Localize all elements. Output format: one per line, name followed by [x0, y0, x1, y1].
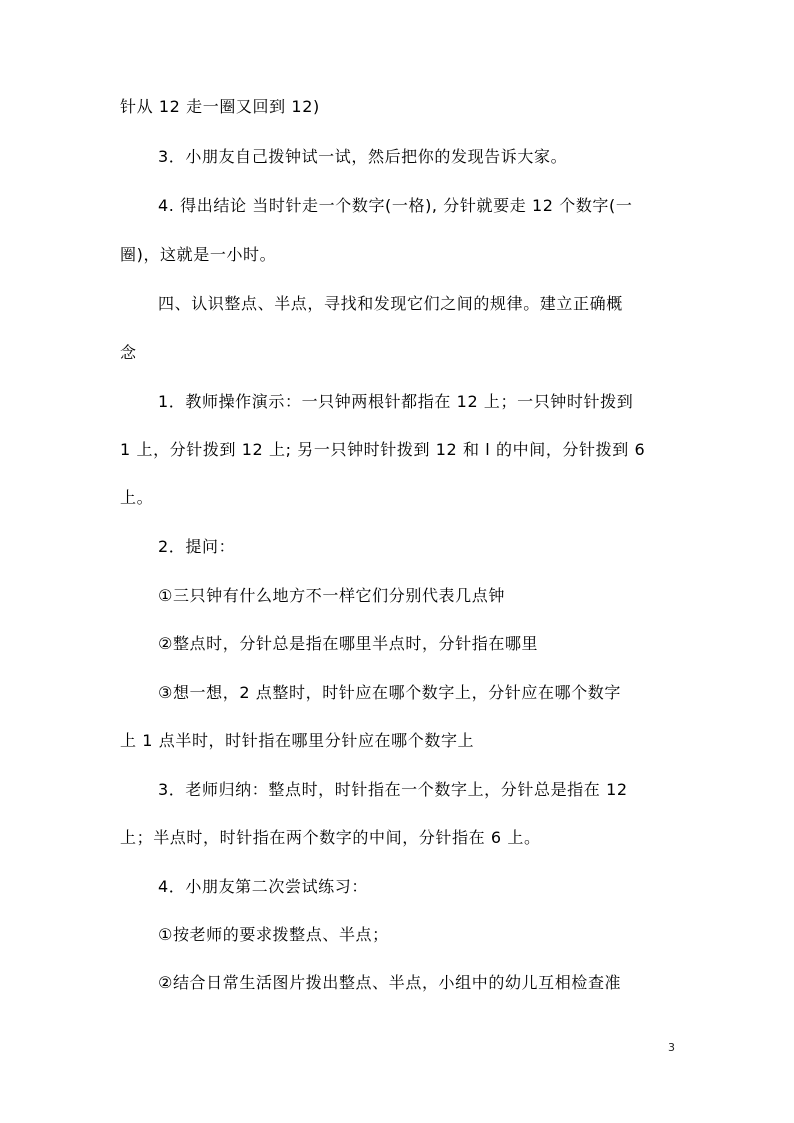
text-line-19: ②结合日常生活图片拨出整点、半点，小组中的幼儿互相检查准	[158, 973, 622, 992]
text-line-13: ③想一想，2 点整时，时针应在哪个数字上，分针应在哪个数字	[158, 683, 622, 702]
text-line-5: 四、认识整点、半点，寻找和发现它们之间的规律。建立正确概	[158, 294, 623, 313]
text-line-14: 上 1 点半时，时针指在哪里分针应在哪个数字上	[120, 731, 475, 750]
text-line-7: 1．教师操作演示：一只钟两根针都指在 12 上；一只钟时针拨到	[158, 392, 634, 411]
text-line-17: 4．小朋友第二次尝试练习：	[158, 877, 368, 896]
text-line-2: 3．小朋友自己拨钟试一试，然后把你的发现告诉大家。	[158, 147, 568, 166]
page-number: 3	[668, 1041, 675, 1054]
text-line-1: 针从 12 走一圈又回到 12)	[120, 97, 320, 116]
text-line-15: 3．老师归纳：整点时，时针指在一个数字上，分针总是指在 12	[158, 780, 628, 799]
text-line-16: 上；半点时，时针指在两个数字的中间，分针指在 6 上。	[120, 828, 541, 847]
text-line-18: ①按老师的要求拨整点、半点；	[158, 925, 389, 944]
text-line-8: 1 上，分针拨到 12 上; 另一只钟时针拨到 12 和 l 的中间，分针拨到 6	[120, 440, 646, 459]
text-line-10: 2．提问：	[158, 537, 236, 556]
text-line-11: ①三只钟有什么地方不一样它们分别代表几点钟	[158, 586, 505, 605]
text-line-6: 念	[120, 343, 137, 362]
text-line-9: 上。	[120, 488, 154, 507]
text-line-12: ②整点时，分针总是指在哪里半点时，分针指在哪里	[158, 634, 539, 653]
text-line-4: 圈)，这就是一小时。	[120, 245, 277, 264]
text-line-3: 4. 得出结论 当时针走一个数字(一格), 分针就要走 12 个数字(一	[158, 196, 633, 215]
